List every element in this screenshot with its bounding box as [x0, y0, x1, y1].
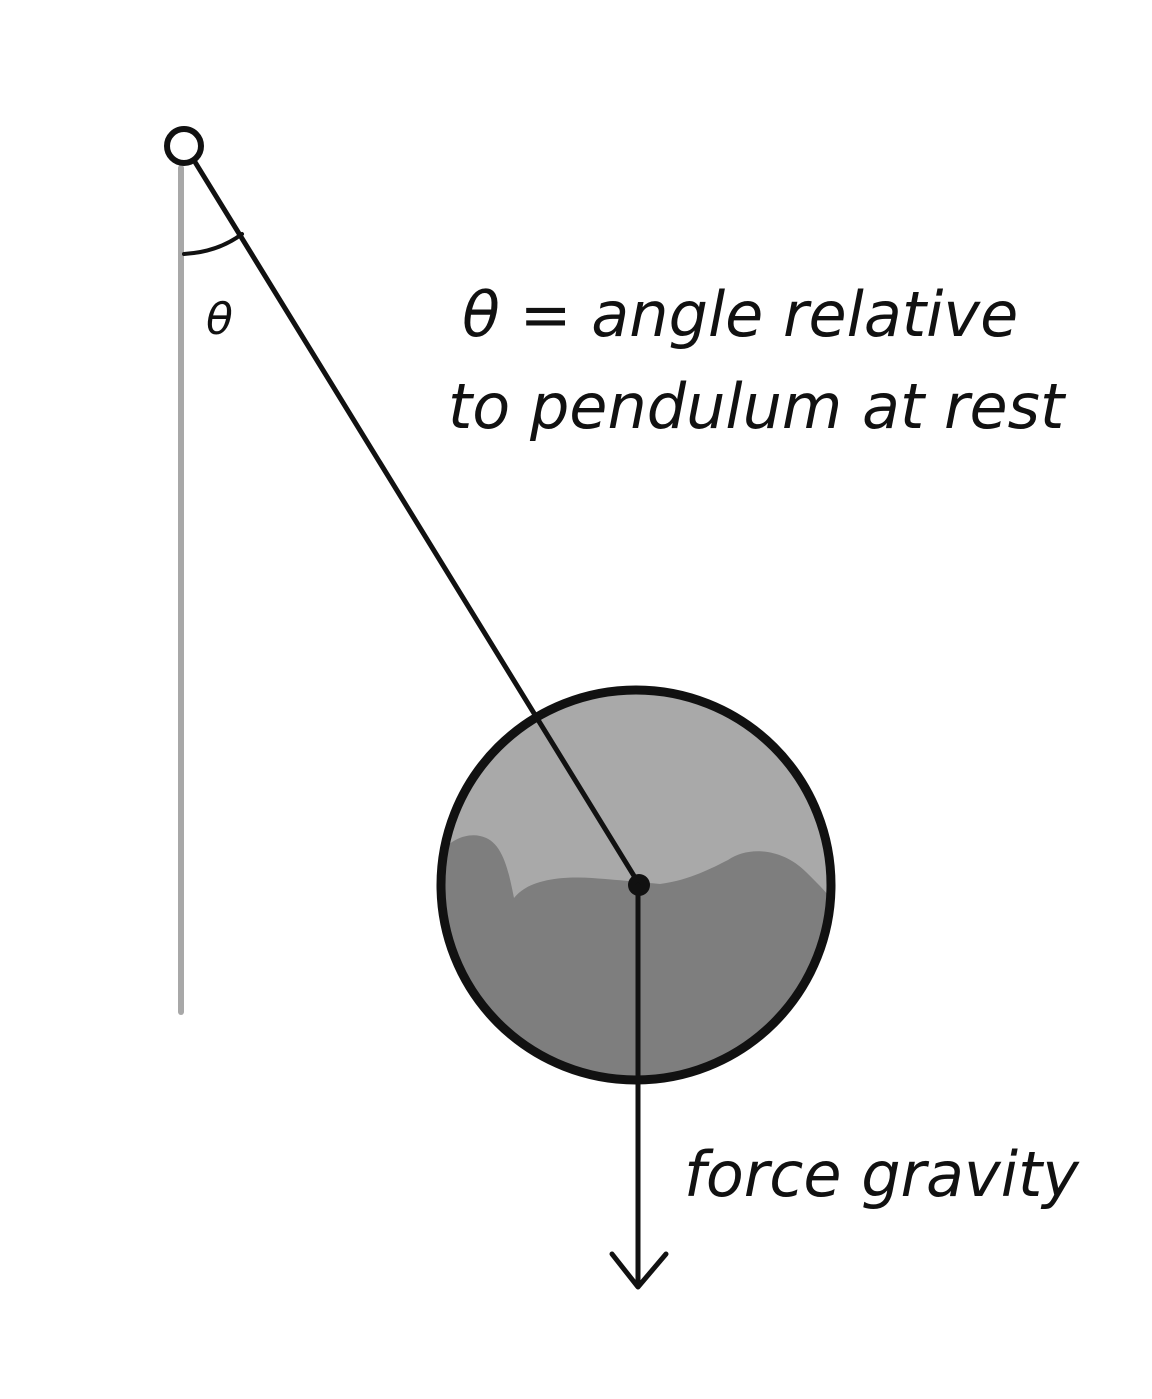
angle-arc: [184, 234, 242, 254]
pendulum-arm: [195, 162, 639, 884]
theta-symbol: θ: [206, 294, 233, 345]
angle-definition-line-2: to pendulum at rest: [448, 370, 1065, 443]
force-gravity-label: force gravity: [684, 1138, 1079, 1211]
pivot-point: [167, 129, 201, 163]
angle-definition-line-1: θ = angle relative: [462, 278, 1019, 351]
